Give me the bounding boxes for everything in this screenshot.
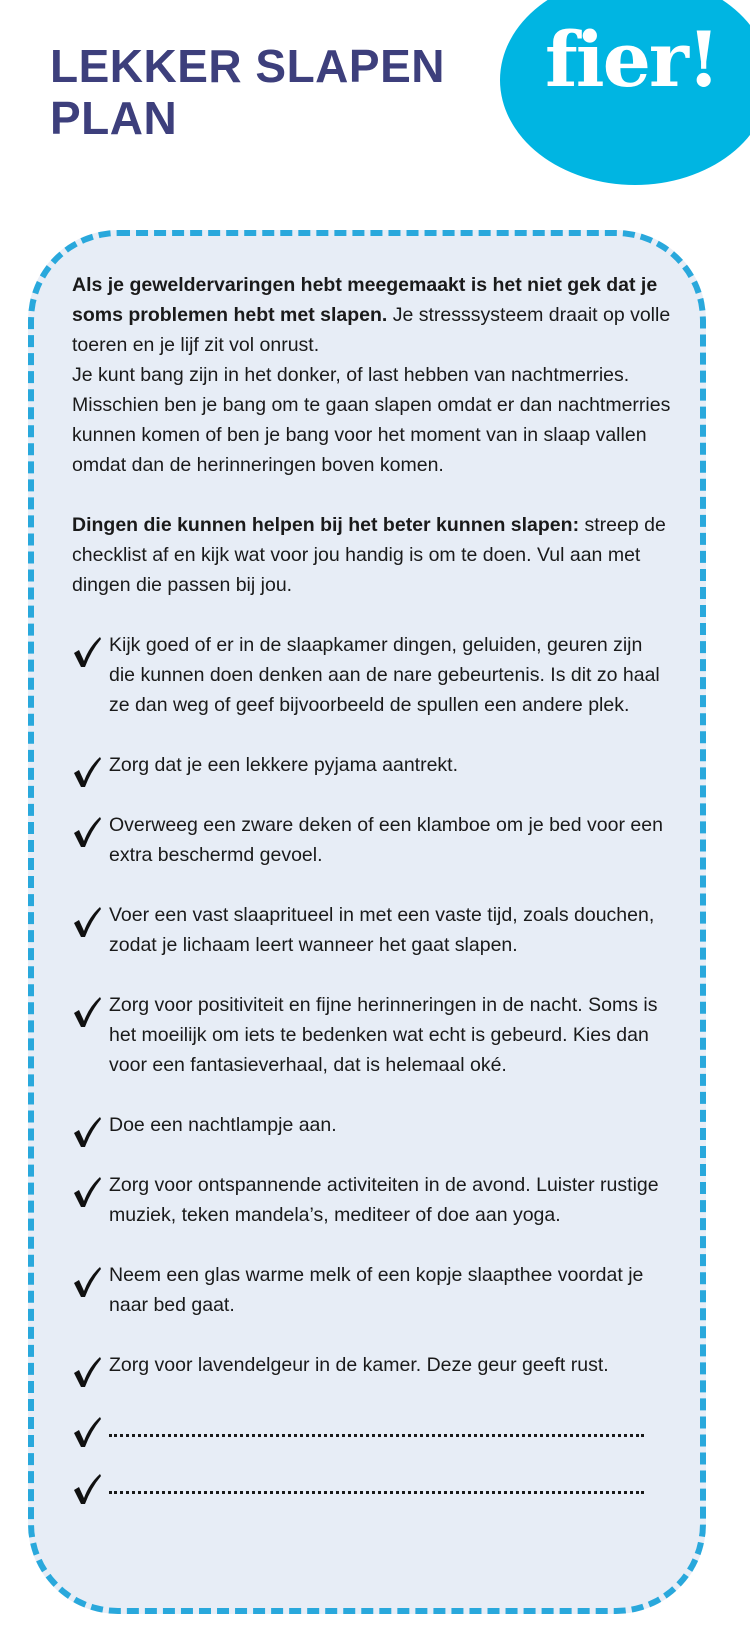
checklist-item-text: Voer een vast slaapritueel in met een vaste tijd, zoals douchen, zodat je lichaam leert wanneer het gaat slapen. <box>109 904 655 956</box>
checklist-item-text: Overweeg een zware deken of een klamboe om je bed voor een extra beschermd gevoel. <box>109 814 663 866</box>
card-content <box>72 270 672 1524</box>
checklist-item-text: Kijk goed of er in de slaapkamer dingen, geluiden, geuren zijn die kunnen doen denken aan de nare gebeurtenis. Is dit zo haal ze dan weg of geef bijvoorbeeld de spullen een andere plek. <box>109 634 660 716</box>
intro-paragraph-1 <box>72 270 672 360</box>
checkmark-icon <box>72 1414 102 1448</box>
checkmark-icon <box>72 814 102 848</box>
intro-bold-1: Als je geweldervaringen hebt meegemaakt is het niet gek dat je soms problemen hebt met slapen. <box>72 274 658 326</box>
intro-text-3: streep de checklist af en kijk wat voor jou handig is om te doen. Vul aan met dingen die passen bij jou. <box>72 514 666 596</box>
title-line-2: PLAN <box>50 92 178 144</box>
blank-fill-in-line[interactable] <box>109 1410 644 1437</box>
page-title <box>50 40 445 144</box>
checklist-item <box>72 1260 672 1320</box>
intro-paragraph-2: Je kunt bang zijn in het donker, of last hebben van nachtmerries. Misschien ben je bang om te gaan slapen omdat er dan nachtmerries kunnen komen of ben je bang voor het moment van in slaap vallen omdat dan de herinneringen boven komen. <box>72 364 671 476</box>
checklist-item <box>72 900 672 960</box>
checklist-item <box>72 750 672 780</box>
checklist-item-text: Zorg voor ontspannende activiteiten in de avond. Luister rustige muziek, teken mandela’s, mediteer of doe aan yoga. <box>109 1174 659 1226</box>
checklist-item <box>72 990 672 1080</box>
intro-text-1: Je stresssysteem draait op volle toeren en je lijf zit vol onrust. <box>72 304 671 356</box>
checklist-item-text: Zorg dat je een lekkere pyjama aantrekt. <box>109 754 459 776</box>
checklist-item <box>72 1350 672 1380</box>
checklist-item <box>72 1170 672 1230</box>
checkmark-icon <box>72 1114 102 1148</box>
checklist-item <box>72 810 672 870</box>
checkmark-icon <box>72 1264 102 1298</box>
checkmark-icon <box>72 1471 102 1505</box>
checkmark-icon <box>72 1174 102 1208</box>
paragraph-spacer <box>72 480 672 510</box>
checkmark-icon <box>72 994 102 1028</box>
intro-paragraph-3 <box>72 510 672 600</box>
checklist-item-text: Neem een glas warme melk of een kopje slaapthee voordat je naar bed gaat. <box>109 1264 644 1316</box>
checkmark-icon <box>72 634 102 668</box>
checkmark-icon <box>72 754 102 788</box>
title-line-1: LEKKER SLAPEN <box>50 40 445 92</box>
checklist-item <box>72 630 672 720</box>
checklist-blank-item <box>72 1467 672 1494</box>
blank-fill-in-line[interactable] <box>109 1467 644 1494</box>
checklist-item-text: Zorg voor lavendelgeur in de kamer. Deze geur geeft rust. <box>109 1354 609 1376</box>
checklist-item-text: Doe een nachtlampje aan. <box>109 1114 337 1136</box>
checklist-blank-item <box>72 1410 672 1437</box>
checklist <box>72 630 672 1494</box>
checkmark-icon <box>72 904 102 938</box>
fier-logo-text: fier! <box>545 15 719 104</box>
intro-bold-3: Dingen die kunnen helpen bij het beter kunnen slapen: <box>72 514 580 536</box>
checklist-item <box>72 1110 672 1140</box>
checklist-item-text: Zorg voor positiviteit en fijne herinneringen in de nacht. Soms is het moeilijk om iets te bedenken wat echt is gebeurd. Kies dan voor een fantasieverhaal, dat is helemaal oké. <box>109 994 658 1076</box>
checkmark-icon <box>72 1354 102 1388</box>
